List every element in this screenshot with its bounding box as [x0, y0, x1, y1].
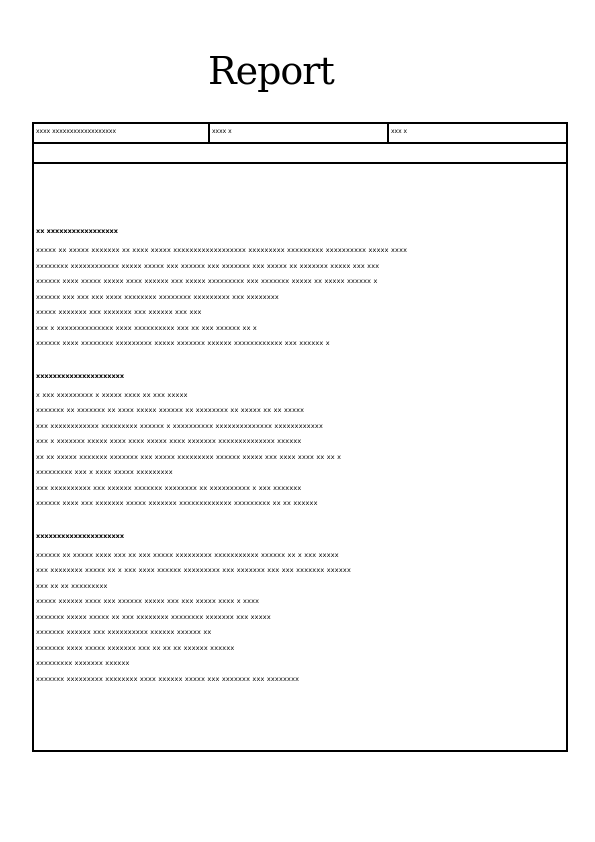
blank-row — [34, 144, 566, 164]
body-line: x xxx xxxxxxxxx x xxxxx xxxx xx xxx xxxxx — [36, 390, 188, 399]
body-line: xx xx xxxxx xxxxxxx xxxxxxx xxx xxxxx xxxxxxxxx xxxxxx xxxxx xxx xxxx xxxx xx xx x — [36, 452, 342, 461]
section-3 — [36, 532, 564, 688]
body-line: xxxxxx xxxx xxx xxxxxxx xxxxx xxxxxxx xxxxxxxxxxxxx xxxxxxxxx xx xx xxxxxx — [36, 499, 318, 507]
body-line: xxx xxxxxxxxxxxx xxxxxxxxx xxxxxx x xxxxxxxxxx xxxxxxxxxxxxxx xxxxxxxxxxxx — [36, 421, 323, 430]
body-line: xxxxx xxxxxxx xxx xxxxxxx xxx xxxxxx xxx xxx — [36, 308, 202, 316]
section-heading: xxxxxxxxxxxxxxxxxxxxx — [36, 371, 125, 380]
report-title: Report — [208, 49, 334, 93]
body-line: xxxxxxxxx xxx x xxxx xxxxx xxxxxxxxx — [36, 468, 173, 476]
body-line: xxxxxx xxxx xxxxxxxx xxxxxxxxx xxxxx xxxxxxx xxxxxx xxxxxxxxxxxx xxx xxxxxx x — [36, 339, 330, 347]
section-heading: xxxxxxxxxxxxxxxxxxxxx — [36, 531, 125, 540]
body-line: xxxxxxx xxxxxx xxx xxxxxxxxxx xxxxxx xxxxxx xx — [36, 628, 212, 636]
body-line: xxxxxxx xxxxx xxxxx xx xxx xxxxxxxx xxxxxxxx xxxxxxx xxx xxxxx — [36, 612, 271, 621]
section-heading: xx xxxxxxxxxxxxxxxxx — [36, 227, 118, 235]
body-line: xxxxx xxxxxx xxxx xxx xxxxxx xxxxx xxx xxx xxxxx xxxx x xxxx — [36, 597, 260, 605]
body-line: xxxxxxxxx xxxxxxx xxxxxx — [36, 659, 130, 667]
body-line: xxxxxx xx xxxxx xxxx xxx xx xxx xxxxx xxxxxxxxx xxxxxxxxxxx xxxxxx xx x xxx xxxxx — [36, 550, 339, 559]
body-line: xxx xxxxxxxxxx xxx xxxxxx xxxxxxx xxxxxxxx xx xxxxxxxxxx x xxx xxxxxxx — [36, 483, 302, 492]
header-cell-2: xxxx x — [210, 124, 389, 142]
body-line: xxxxx xx xxxxx xxxxxxx xx xxxx xxxxx xxxxxxxxxxxxxxxxxx xxxxxxxxx xxxxxxxxx xxxxxxxxxx xxxxx xxxx — [36, 246, 408, 254]
body-line: xxx x xxxxxxxxxxxxxx xxxx xxxxxxxxxx xxx xx xxx xxxxxx xx x — [36, 323, 257, 332]
body-line: xxxxxxx xxxx xxxxx xxxxxxx xxx xx xx xx xxxxxx xxxxxx — [36, 643, 235, 652]
report-frame — [32, 122, 568, 752]
header-cell-1: xxxx xxxxxxxxxxxxxxxxxx — [34, 124, 210, 142]
body-line: xxxxxx xxxx xxxxx xxxxx xxxx xxxxxx xxx xxxxx xxxxxxxxx xxx xxxxxxx xxxxx xx xxxxx xxxxxx x — [36, 277, 378, 285]
body-line: xxxxxxx xx xxxxxxx xx xxxx xxxxx xxxxxx xx xxxxxxxx xx xxxxx xx xx xxxxx — [36, 406, 305, 414]
body-line: xxxxxx xxx xxx xxx xxxx xxxxxxxx xxxxxxxx xxxxxxxxx xxx xxxxxxxx — [36, 292, 279, 301]
section-1 — [36, 227, 564, 352]
header-row — [34, 124, 566, 144]
body-line: xxx x xxxxxxx xxxxx xxxx xxxx xxxxx xxxx xxxxxxx xxxxxxxxxxxxxx xxxxxx — [36, 437, 302, 445]
report-body — [36, 227, 564, 707]
body-line: xxxxxxx xxxxxxxxx xxxxxxxx xxxx xxxxxx xxxxx xxx xxxxxxx xxx xxxxxxxx — [36, 674, 300, 683]
body-line: xxx xxxxxxxx xxxxx xx x xxx xxxx xxxxxx xxxxxxxxx xxx xxxxxxx xxx xxx xxxxxxx xxxxxx — [36, 566, 351, 574]
body-line: xxxxxxxx xxxxxxxxxxxx xxxxx xxxxx xxx xxxxxx xxx xxxxxxx xxx xxxxx xx xxxxxxx xxxxx xxx xxx — [36, 261, 380, 270]
header-cell-3: xxx x — [391, 128, 408, 135]
body-line: xxx xx xx xxxxxxxxx — [36, 581, 108, 590]
section-2 — [36, 372, 564, 512]
